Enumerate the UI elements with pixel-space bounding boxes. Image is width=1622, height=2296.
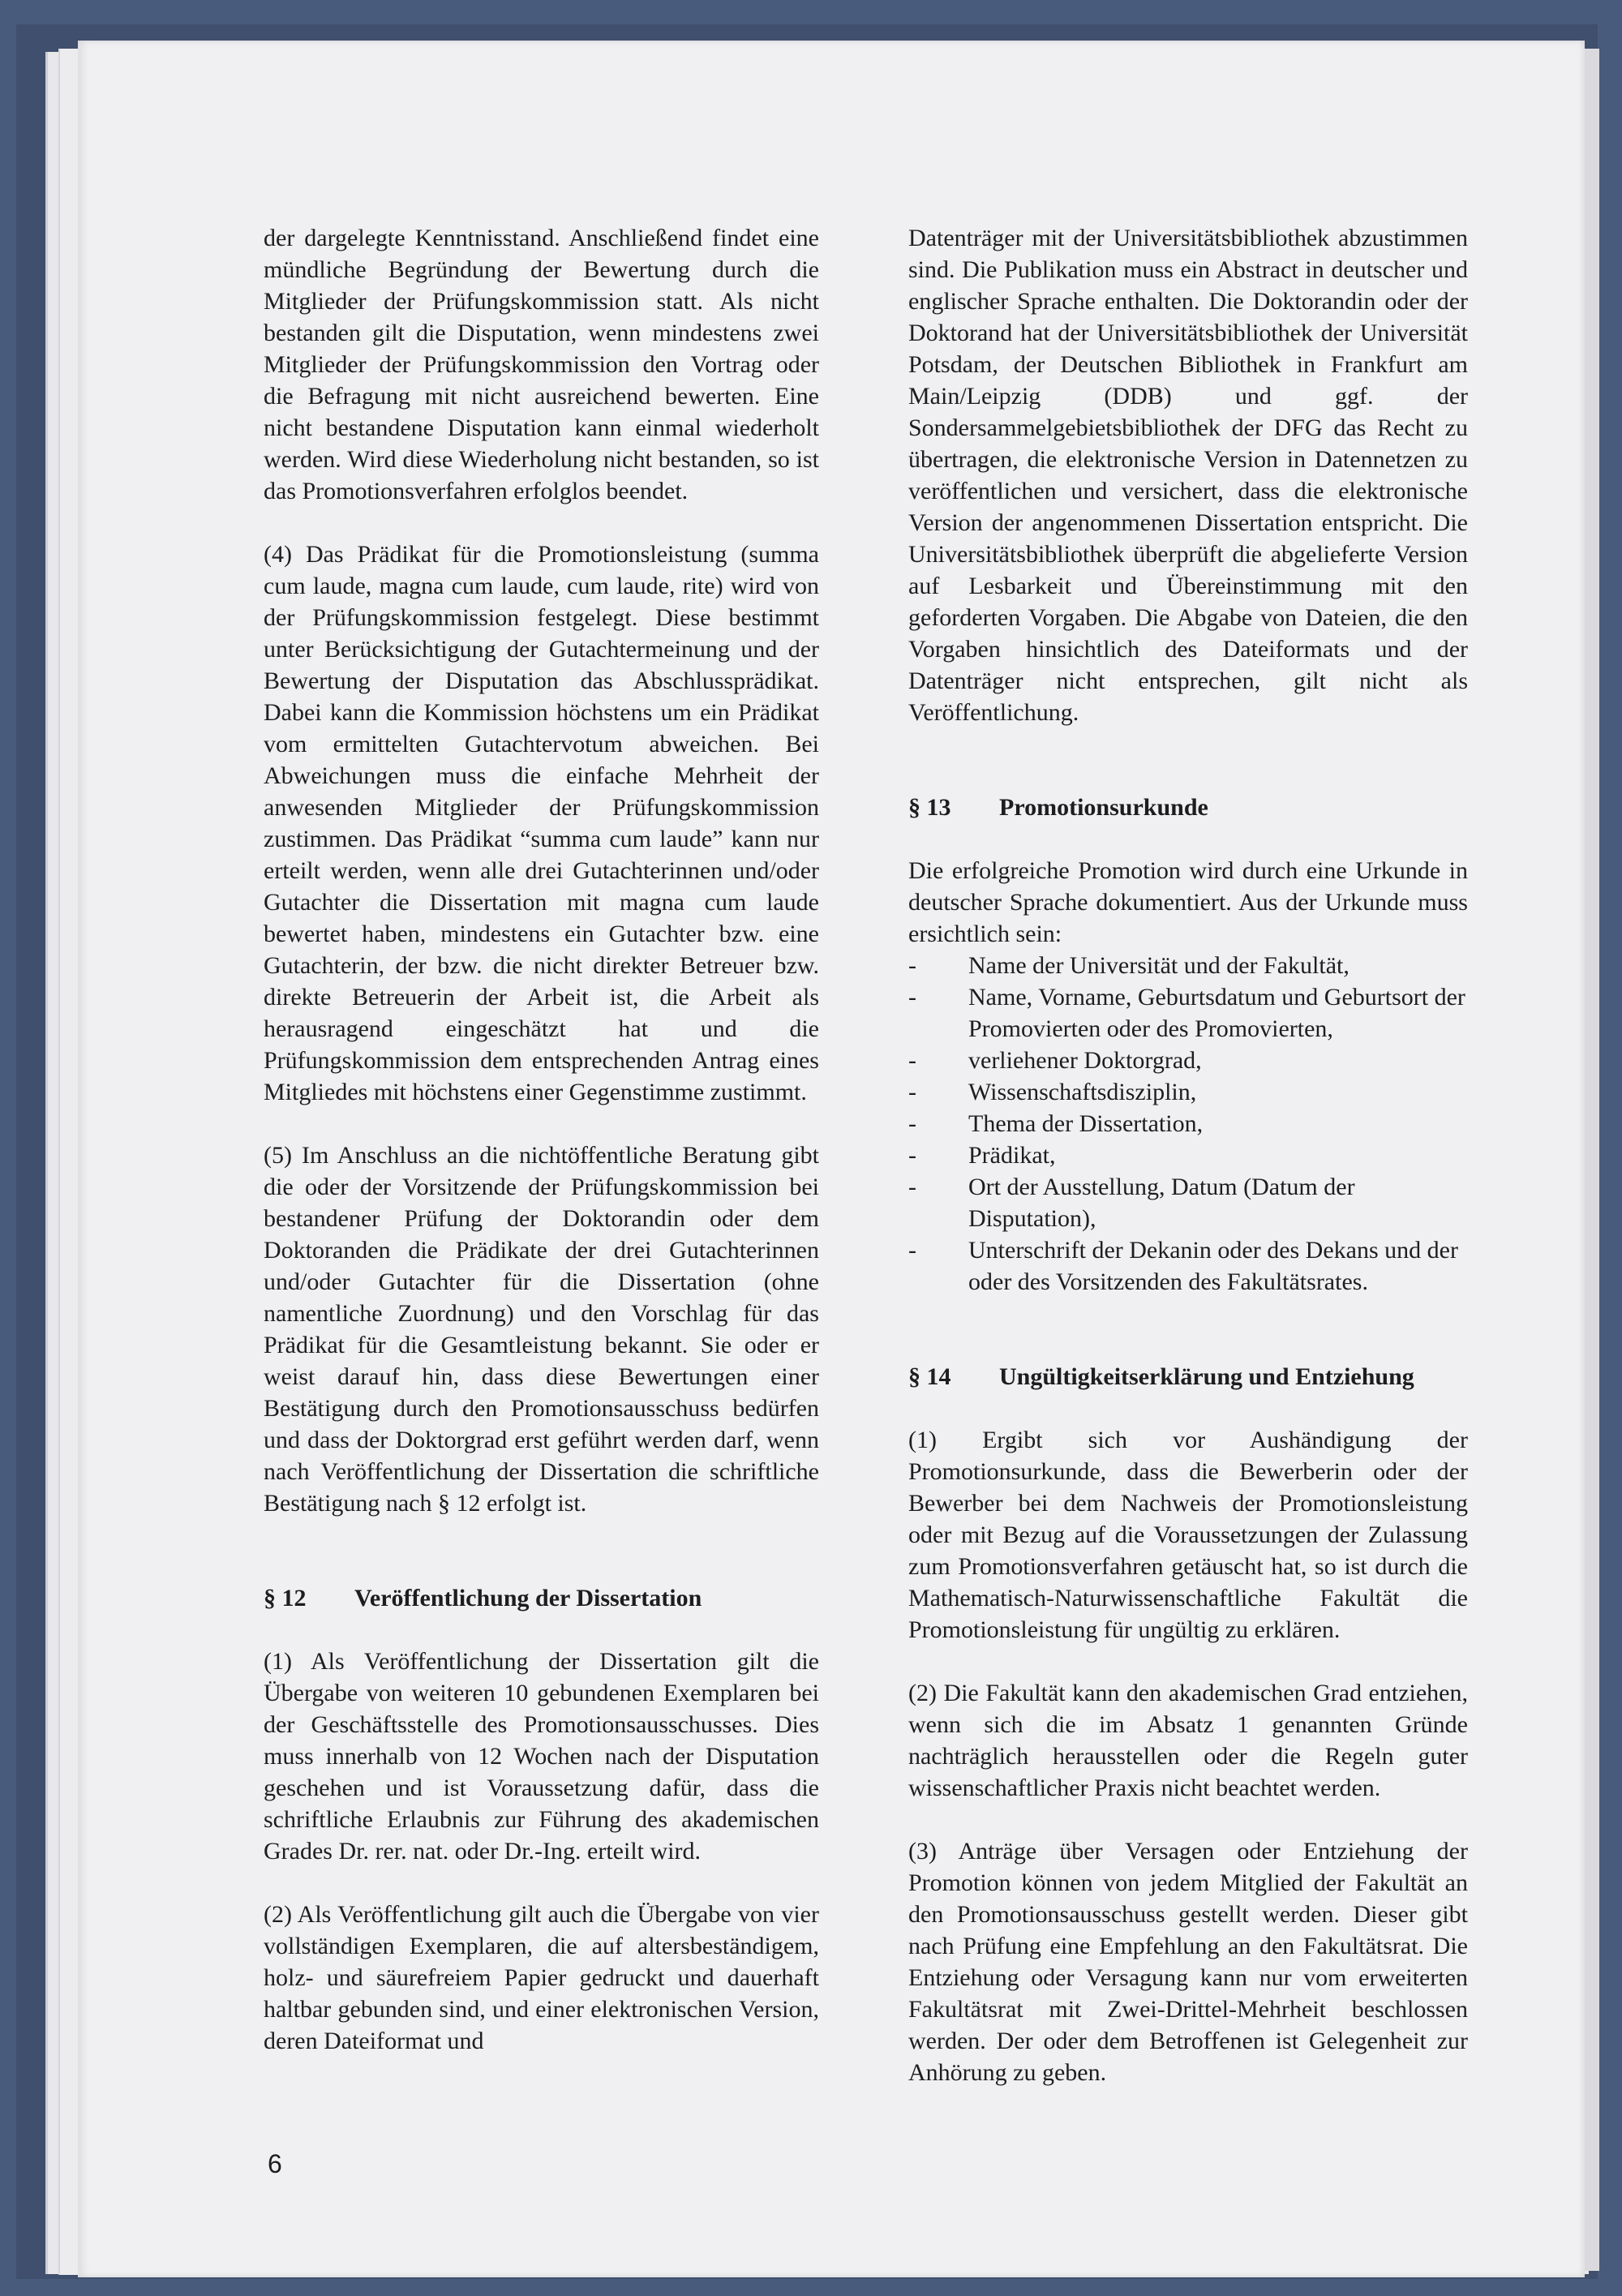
list-dash: - [908, 1079, 916, 1105]
list-item: - Name, Vorname, Geburtsdatum und Geburtsort der Promovierten oder des Promovierten, [908, 981, 1468, 1045]
paragraph: (2) Die Fakultät kann den akademischen Grad entziehen, wenn sich die im Absatz 1 genannten Gründe nachträglich herausstellen oder die Regeln guter wissenschaftlicher Praxis nicht beachtet werden. [908, 1680, 1468, 1801]
list-item: - Ort der Ausstellung, Datum (Datum der Disputation), [908, 1171, 1468, 1234]
list-dash: - [908, 984, 916, 1011]
left-column [264, 222, 819, 2057]
paragraph: (2) Als Veröffentlichung gilt auch die Übergabe von vier vollständigen Exemplaren, die auf altersbeständigem, holz- und säurefreiem Papier gedruckt und dauerhaft haltbar gebunden sind, und einer elektronischen Version, deren Dateiformat und [264, 1901, 819, 2054]
paragraph: (1) Als Veröffentlichung der Dissertation gilt die Übergabe von weiteren 10 gebundenen Exemplaren bei der Geschäftsstelle des Promotionsausschusses. Dies muss innerhalb von 12 Wochen nach der Disputation geschehen und ist Voraussetzung dafür, dass die schriftliche Erlaubnis zur Führung des akademischen Grades Dr. rer. nat. oder Dr.-Ing. erteilt wird. [264, 1648, 819, 1865]
paragraph: Datenträger mit der Universitätsbibliothek abzustimmen sind. Die Publikation muss ein Abstract in deutscher und englischer Sprache enthalten. Die Doktorandin oder der Doktorand hat der Universitätsbibliothek der Universität Potsdam, der Deutschen Bibliothek in Frankfurt am Main/Leipzig (DDB) und ggf. der Sondersammelgebietsbibliothek der DFG das Recht zu übertragen, die elektronische Version in Datennetzen zu veröffentlichen und versichert, dass die elektronische Version der angenommenen Dissertation entspricht. Die Universitätsbibliothek überprüft die abgelieferte Version auf Lesbarkeit und Übereinstimmung mit den geforderten Vorgaben. Die Abgabe von Dateien, die den Vorgaben hinsichtlich des Dateiformats und der Datenträger nicht entsprechen, gilt nicht als Veröffentlichung. [908, 225, 1468, 726]
list-item: - Unterschrift der Dekanin oder des Dekans und der oder des Vorsitzenden des Fakultätsrates. [908, 1234, 1468, 1298]
section-number: § 13 [908, 794, 951, 821]
section-heading-14 [908, 1361, 1468, 1393]
list-item: - Wissenschaftsdisziplin, [908, 1076, 1468, 1108]
section-title: Ungültigkeitserklärung und Entziehung [999, 1363, 1414, 1390]
page-edge [1585, 49, 1599, 2271]
list-dash: - [908, 952, 916, 979]
paragraph: (3) Anträge über Versagen oder Entziehung der Promotion können von jedem Mitglied der Fakultät an den Promotionsausschuss gestellt werden. Dieser gibt nach Prüfung eine Empfehlung an den Fakultätsrat. Die Entziehung oder Versagung kann nur vom erweiterten Fakultätsrat mit Zwei-Drittel-Mehrheit beschlossen werden. Der oder dem Betroffenen ist Gelegenheit zur Anhörung zu geben. [908, 1838, 1468, 2086]
list-dash: - [908, 1110, 916, 1137]
section-number: § 12 [264, 1585, 307, 1611]
list-item: - verliehener Doktorgrad, [908, 1045, 1468, 1076]
paragraph: (4) Das Prädikat für die Promotionsleistung (summa cum laude, magna cum laude, cum laude, rite) wird von der Prüfungskommission festgelegt. Diese bestimmt unter Berücksichtigung der Gutachtermeinung und der Bewertung der Disputation das Abschlussprädikat. Dabei kann die Kommission höchstens um ein Prädikat vom ermittelten Gutachtervotum abweichen. Bei Abweichungen muss die einfache Mehrheit der anwesenden Mitglieder der Prüfungskommission zustimmen. Das Prädikat “summa cum laude” kann nur erteilt werden, wenn alle drei Gutachterinnen und/oder Gutachter die Dissertation mit magna cum laude bewertet haben, mindestens ein Gutachter bzw. eine Gutachterin, der bzw. die nicht direkter Betreuer bzw. direkte Betreuerin der Arbeit ist, die Arbeit als herausragend eingeschätzt hat und die Prüfungskommission dem entsprechenden Antrag eines Mitgliedes mit höchstens einer Gegenstimme zustimmt. [264, 541, 819, 1105]
list-dash: - [908, 1174, 916, 1200]
certificate-contents-list [908, 950, 1468, 1298]
list-item: - Prädikat, [908, 1139, 1468, 1171]
list-dash: - [908, 1142, 916, 1169]
section-title: Veröffentlichung der Dissertation [354, 1585, 702, 1611]
list-item: - Name der Universität und der Fakultät, [908, 950, 1468, 981]
section-title: Promotionsurkunde [999, 794, 1208, 821]
section-heading-13 [908, 792, 1468, 823]
list-dash: - [908, 1047, 916, 1074]
section-heading-12 [264, 1582, 819, 1614]
right-column [908, 222, 1468, 2088]
page-number: 6 [268, 2149, 282, 2178]
paragraph: (5) Im Anschluss an die nichtöffentliche Beratung gibt die oder der Vorsitzende der Prüfungskommission bei bestandener Prüfung der Doktorandin oder dem Doktoranden die Prädikate der drei Gutachterinnen und/oder Gutachter für die Dissertation (ohne namentliche Zuordnung) und den Vorschlag für das Prädikat für die Gesamtleistung bekannt. Sie oder er weist darauf hin, dass diese Bewertungen einer Bestätigung durch den Promotionsausschuss bedürfen und dass der Doktorgrad erst geführt werden darf, wenn nach Veröffentlichung der Dissertation die schriftliche Bestätigung nach § 12 erfolgt ist. [264, 1142, 819, 1517]
paragraph: Die erfolgreiche Promotion wird durch eine Urkunde in deutscher Sprache dokumentiert. Aus der Urkunde muss ersichtlich sein: [908, 857, 1468, 947]
paragraph: (1) Ergibt sich vor Aushändigung der Promotionsurkunde, dass die Bewerberin oder der Bewerber bei dem Nachweis der Promotionsleistung oder mit Bezug auf die Voraussetzungen der Zulassung zum Promotionsverfahren getäuscht hat, so ist durch die Mathematisch-Naturwissenschaftliche Fakultät die Promotionsleistung für ungültig zu erklären. [908, 1427, 1468, 1643]
section-number: § 14 [908, 1363, 951, 1390]
paragraph: der dargelegte Kenntnisstand. Anschließend findet eine mündliche Begründung der Bewertung durch die Mitglieder der Prüfungskommission statt. Als nicht bestanden gilt die Disputation, wenn mindestens zwei Mitglieder der Prüfungskommission den Vortrag oder die Befragung mit nicht ausreichend bewerten. Eine nicht bestandene Disputation kann einmal wiederholt werden. Wird diese Wiederholung nicht bestanden, so ist das Promotionsverfahren erfolglos beendet. [264, 225, 819, 504]
list-item: - Thema der Dissertation, [908, 1108, 1468, 1139]
list-dash: - [908, 1237, 916, 1264]
